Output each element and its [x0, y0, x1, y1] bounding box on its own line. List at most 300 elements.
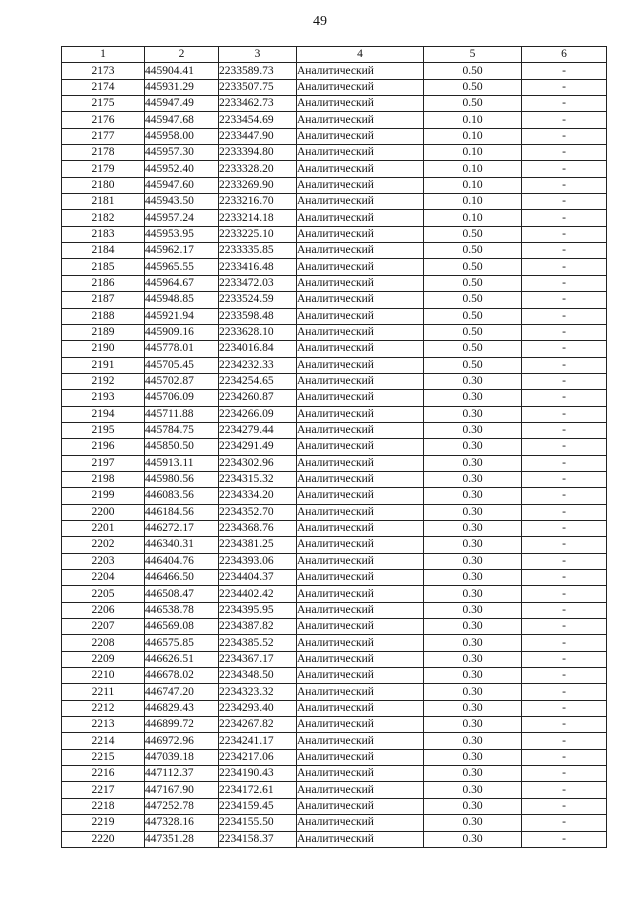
note-cell: - [522, 63, 607, 79]
accuracy-cell: 0.50 [424, 324, 522, 340]
point-number-cell: 2206 [62, 602, 145, 618]
y-coordinate-cell: 2234159.45 [219, 798, 297, 814]
method-cell: Аналитический [297, 324, 424, 340]
accuracy-cell: 0.50 [424, 243, 522, 259]
method-cell: Аналитический [297, 684, 424, 700]
table-row [62, 684, 607, 700]
note-cell: - [522, 308, 607, 324]
point-number-cell: 2209 [62, 651, 145, 667]
point-number-cell: 2175 [62, 96, 145, 112]
table-row [62, 341, 607, 357]
y-coordinate-cell: 2233214.18 [219, 210, 297, 226]
method-cell: Аналитический [297, 798, 424, 814]
note-cell: - [522, 128, 607, 144]
note-cell: - [522, 96, 607, 112]
y-coordinate-cell: 2233416.48 [219, 259, 297, 275]
method-cell: Аналитический [297, 586, 424, 602]
note-cell: - [522, 766, 607, 782]
page-number: 49 [313, 14, 327, 29]
y-coordinate-cell: 2233447.90 [219, 128, 297, 144]
point-number-cell: 2200 [62, 504, 145, 520]
method-cell: Аналитический [297, 749, 424, 765]
table-row [62, 570, 607, 586]
accuracy-cell: 0.30 [424, 406, 522, 422]
accuracy-cell: 0.30 [424, 782, 522, 798]
accuracy-cell: 0.50 [424, 308, 522, 324]
method-cell: Аналитический [297, 422, 424, 438]
x-coordinate-cell: 445784.75 [145, 422, 219, 438]
accuracy-cell: 0.50 [424, 96, 522, 112]
x-coordinate-cell: 445957.30 [145, 145, 219, 161]
table-row [62, 733, 607, 749]
note-cell: - [522, 749, 607, 765]
note-cell: - [522, 422, 607, 438]
accuracy-cell: 0.50 [424, 275, 522, 291]
point-number-cell: 2211 [62, 684, 145, 700]
accuracy-cell: 0.30 [424, 733, 522, 749]
table-row [62, 635, 607, 651]
note-cell: - [522, 259, 607, 275]
x-coordinate-cell: 446575.85 [145, 635, 219, 651]
y-coordinate-cell: 2234404.37 [219, 570, 297, 586]
point-number-cell: 2208 [62, 635, 145, 651]
y-coordinate-cell: 2234302.96 [219, 455, 297, 471]
note-cell: - [522, 684, 607, 700]
y-coordinate-cell: 2234367.17 [219, 651, 297, 667]
method-cell: Аналитический [297, 406, 424, 422]
x-coordinate-cell: 445702.87 [145, 373, 219, 389]
point-number-cell: 2194 [62, 406, 145, 422]
table-row [62, 749, 607, 765]
table-row [62, 226, 607, 242]
method-cell: Аналитический [297, 537, 424, 553]
accuracy-cell: 0.50 [424, 357, 522, 373]
x-coordinate-cell: 446184.56 [145, 504, 219, 520]
accuracy-cell: 0.30 [424, 373, 522, 389]
method-cell: Аналитический [297, 733, 424, 749]
table-row [62, 798, 607, 814]
method-cell: Аналитический [297, 668, 424, 684]
y-coordinate-cell: 2233628.10 [219, 324, 297, 340]
y-coordinate-cell: 2234352.70 [219, 504, 297, 520]
y-coordinate-cell: 2234260.87 [219, 390, 297, 406]
y-coordinate-cell: 2234267.82 [219, 717, 297, 733]
table-row [62, 488, 607, 504]
note-cell: - [522, 341, 607, 357]
accuracy-cell: 0.30 [424, 635, 522, 651]
accuracy-cell: 0.30 [424, 668, 522, 684]
point-number-cell: 2204 [62, 570, 145, 586]
x-coordinate-cell: 446899.72 [145, 717, 219, 733]
note-cell: - [522, 815, 607, 831]
x-coordinate-cell: 445931.29 [145, 79, 219, 95]
y-coordinate-cell: 2233225.10 [219, 226, 297, 242]
x-coordinate-cell: 446972.96 [145, 733, 219, 749]
table-header [62, 47, 607, 63]
point-number-cell: 2192 [62, 373, 145, 389]
accuracy-cell: 0.10 [424, 128, 522, 144]
point-number-cell: 2190 [62, 341, 145, 357]
method-cell: Аналитический [297, 619, 424, 635]
method-cell: Аналитический [297, 259, 424, 275]
y-coordinate-cell: 2234293.40 [219, 700, 297, 716]
method-cell: Аналитический [297, 717, 424, 733]
accuracy-cell: 0.10 [424, 194, 522, 210]
point-number-cell: 2184 [62, 243, 145, 259]
note-cell: - [522, 194, 607, 210]
accuracy-cell: 0.10 [424, 145, 522, 161]
x-coordinate-cell: 447167.90 [145, 782, 219, 798]
method-cell: Аналитический [297, 63, 424, 79]
table-row [62, 194, 607, 210]
column-header-5: 5 [424, 47, 522, 63]
note-cell: - [522, 390, 607, 406]
table-row [62, 717, 607, 733]
accuracy-cell: 0.30 [424, 455, 522, 471]
y-coordinate-cell: 2233472.03 [219, 275, 297, 291]
point-number-cell: 2214 [62, 733, 145, 749]
point-number-cell: 2185 [62, 259, 145, 275]
accuracy-cell: 0.30 [424, 570, 522, 586]
accuracy-cell: 0.30 [424, 684, 522, 700]
method-cell: Аналитический [297, 96, 424, 112]
x-coordinate-cell: 446538.78 [145, 602, 219, 618]
point-number-cell: 2174 [62, 79, 145, 95]
table-row [62, 602, 607, 618]
x-coordinate-cell: 445909.16 [145, 324, 219, 340]
accuracy-cell: 0.30 [424, 619, 522, 635]
method-cell: Аналитический [297, 390, 424, 406]
x-coordinate-cell: 446829.43 [145, 700, 219, 716]
method-cell: Аналитический [297, 439, 424, 455]
method-cell: Аналитический [297, 177, 424, 193]
y-coordinate-cell: 2234395.95 [219, 602, 297, 618]
note-cell: - [522, 733, 607, 749]
table-row [62, 128, 607, 144]
note-cell: - [522, 324, 607, 340]
y-coordinate-cell: 2234393.06 [219, 553, 297, 569]
method-cell: Аналитический [297, 194, 424, 210]
point-number-cell: 2219 [62, 815, 145, 831]
y-coordinate-cell: 2234217.06 [219, 749, 297, 765]
method-cell: Аналитический [297, 553, 424, 569]
column-header-3: 3 [219, 47, 297, 63]
method-cell: Аналитический [297, 488, 424, 504]
note-cell: - [522, 373, 607, 389]
point-number-cell: 2205 [62, 586, 145, 602]
method-cell: Аналитический [297, 782, 424, 798]
x-coordinate-cell: 445964.67 [145, 275, 219, 291]
y-coordinate-cell: 2234315.32 [219, 471, 297, 487]
method-cell: Аналитический [297, 504, 424, 520]
note-cell: - [522, 357, 607, 373]
x-coordinate-cell: 447252.78 [145, 798, 219, 814]
note-cell: - [522, 651, 607, 667]
point-number-cell: 2203 [62, 553, 145, 569]
accuracy-cell: 0.50 [424, 341, 522, 357]
x-coordinate-cell: 446272.17 [145, 520, 219, 536]
method-cell: Аналитический [297, 161, 424, 177]
method-cell: Аналитический [297, 275, 424, 291]
note-cell: - [522, 619, 607, 635]
table-row [62, 145, 607, 161]
x-coordinate-cell: 446508.47 [145, 586, 219, 602]
y-coordinate-cell: 2234381.25 [219, 537, 297, 553]
point-number-cell: 2198 [62, 471, 145, 487]
x-coordinate-cell: 445958.00 [145, 128, 219, 144]
table-row [62, 96, 607, 112]
note-cell: - [522, 471, 607, 487]
point-number-cell: 2183 [62, 226, 145, 242]
note-cell: - [522, 602, 607, 618]
table-row [62, 79, 607, 95]
point-number-cell: 2176 [62, 112, 145, 128]
note-cell: - [522, 717, 607, 733]
point-number-cell: 2189 [62, 324, 145, 340]
point-number-cell: 2195 [62, 422, 145, 438]
y-coordinate-cell: 2234385.52 [219, 635, 297, 651]
note-cell: - [522, 504, 607, 520]
y-coordinate-cell: 2234190.43 [219, 766, 297, 782]
accuracy-cell: 0.10 [424, 112, 522, 128]
note-cell: - [522, 292, 607, 308]
note-cell: - [522, 586, 607, 602]
column-header-6: 6 [522, 47, 607, 63]
note-cell: - [522, 243, 607, 259]
table-row [62, 177, 607, 193]
table-row [62, 243, 607, 259]
method-cell: Аналитический [297, 635, 424, 651]
y-coordinate-cell: 2234348.50 [219, 668, 297, 684]
accuracy-cell: 0.10 [424, 210, 522, 226]
table-row [62, 782, 607, 798]
note-cell: - [522, 570, 607, 586]
table-row [62, 537, 607, 553]
y-coordinate-cell: 2234158.37 [219, 831, 297, 847]
y-coordinate-cell: 2233394.80 [219, 145, 297, 161]
method-cell: Аналитический [297, 831, 424, 847]
method-cell: Аналитический [297, 520, 424, 536]
method-cell: Аналитический [297, 210, 424, 226]
point-number-cell: 2218 [62, 798, 145, 814]
method-cell: Аналитический [297, 226, 424, 242]
point-number-cell: 2207 [62, 619, 145, 635]
note-cell: - [522, 798, 607, 814]
method-cell: Аналитический [297, 602, 424, 618]
note-cell: - [522, 700, 607, 716]
method-cell: Аналитический [297, 815, 424, 831]
x-coordinate-cell: 446626.51 [145, 651, 219, 667]
method-cell: Аналитический [297, 373, 424, 389]
point-number-cell: 2182 [62, 210, 145, 226]
y-coordinate-cell: 2234172.61 [219, 782, 297, 798]
point-number-cell: 2210 [62, 668, 145, 684]
point-number-cell: 2215 [62, 749, 145, 765]
y-coordinate-cell: 2234232.33 [219, 357, 297, 373]
point-number-cell: 2217 [62, 782, 145, 798]
accuracy-cell: 0.10 [424, 177, 522, 193]
note-cell: - [522, 520, 607, 536]
point-number-cell: 2199 [62, 488, 145, 504]
x-coordinate-cell: 447039.18 [145, 749, 219, 765]
y-coordinate-cell: 2234323.32 [219, 684, 297, 700]
point-number-cell: 2197 [62, 455, 145, 471]
x-coordinate-cell: 445943.50 [145, 194, 219, 210]
x-coordinate-cell: 445962.17 [145, 243, 219, 259]
note-cell: - [522, 553, 607, 569]
table-row [62, 553, 607, 569]
note-cell: - [522, 488, 607, 504]
table-row [62, 161, 607, 177]
header-row [62, 47, 607, 63]
table-row [62, 112, 607, 128]
table-row [62, 357, 607, 373]
table-row [62, 292, 607, 308]
table-row [62, 700, 607, 716]
table-body [62, 63, 607, 848]
table-row [62, 390, 607, 406]
point-number-cell: 2212 [62, 700, 145, 716]
note-cell: - [522, 455, 607, 471]
table-row [62, 831, 607, 847]
note-cell: - [522, 635, 607, 651]
x-coordinate-cell: 445705.45 [145, 357, 219, 373]
y-coordinate-cell: 2233524.59 [219, 292, 297, 308]
y-coordinate-cell: 2233269.90 [219, 177, 297, 193]
y-coordinate-cell: 2233462.73 [219, 96, 297, 112]
method-cell: Аналитический [297, 145, 424, 161]
point-number-cell: 2216 [62, 766, 145, 782]
note-cell: - [522, 145, 607, 161]
table-row [62, 815, 607, 831]
point-number-cell: 2202 [62, 537, 145, 553]
method-cell: Аналитический [297, 700, 424, 716]
x-coordinate-cell: 445952.40 [145, 161, 219, 177]
accuracy-cell: 0.30 [424, 815, 522, 831]
y-coordinate-cell: 2233216.70 [219, 194, 297, 210]
table-row [62, 406, 607, 422]
table-row [62, 455, 607, 471]
table-row [62, 471, 607, 487]
method-cell: Аналитический [297, 471, 424, 487]
accuracy-cell: 0.30 [424, 422, 522, 438]
x-coordinate-cell: 445947.68 [145, 112, 219, 128]
accuracy-cell: 0.30 [424, 471, 522, 487]
note-cell: - [522, 177, 607, 193]
table-row [62, 651, 607, 667]
accuracy-cell: 0.30 [424, 520, 522, 536]
y-coordinate-cell: 2233328.20 [219, 161, 297, 177]
accuracy-cell: 0.50 [424, 292, 522, 308]
accuracy-cell: 0.30 [424, 390, 522, 406]
method-cell: Аналитический [297, 79, 424, 95]
note-cell: - [522, 275, 607, 291]
y-coordinate-cell: 2234016.84 [219, 341, 297, 357]
point-number-cell: 2188 [62, 308, 145, 324]
y-coordinate-cell: 2233335.85 [219, 243, 297, 259]
note-cell: - [522, 112, 607, 128]
x-coordinate-cell: 445778.01 [145, 341, 219, 357]
y-coordinate-cell: 2233589.73 [219, 63, 297, 79]
accuracy-cell: 0.50 [424, 79, 522, 95]
note-cell: - [522, 406, 607, 422]
x-coordinate-cell: 446404.76 [145, 553, 219, 569]
x-coordinate-cell: 445965.55 [145, 259, 219, 275]
note-cell: - [522, 161, 607, 177]
point-number-cell: 2201 [62, 520, 145, 536]
y-coordinate-cell: 2234291.49 [219, 439, 297, 455]
point-number-cell: 2191 [62, 357, 145, 373]
method-cell: Аналитический [297, 128, 424, 144]
table-row [62, 63, 607, 79]
table-row [62, 308, 607, 324]
column-header-1: 1 [62, 47, 145, 63]
x-coordinate-cell: 447351.28 [145, 831, 219, 847]
x-coordinate-cell: 446466.50 [145, 570, 219, 586]
accuracy-cell: 0.30 [424, 586, 522, 602]
accuracy-cell: 0.30 [424, 651, 522, 667]
note-cell: - [522, 79, 607, 95]
x-coordinate-cell: 445948.85 [145, 292, 219, 308]
table-row [62, 439, 607, 455]
point-number-cell: 2193 [62, 390, 145, 406]
accuracy-cell: 0.50 [424, 259, 522, 275]
point-number-cell: 2186 [62, 275, 145, 291]
note-cell: - [522, 668, 607, 684]
accuracy-cell: 0.30 [424, 700, 522, 716]
method-cell: Аналитический [297, 357, 424, 373]
point-number-cell: 2220 [62, 831, 145, 847]
y-coordinate-cell: 2234241.17 [219, 733, 297, 749]
method-cell: Аналитический [297, 112, 424, 128]
y-coordinate-cell: 2234334.20 [219, 488, 297, 504]
method-cell: Аналитический [297, 308, 424, 324]
accuracy-cell: 0.30 [424, 537, 522, 553]
accuracy-cell: 0.10 [424, 161, 522, 177]
table-row [62, 520, 607, 536]
table-row [62, 504, 607, 520]
point-number-cell: 2178 [62, 145, 145, 161]
table-row [62, 619, 607, 635]
note-cell: - [522, 439, 607, 455]
y-coordinate-cell: 2234402.42 [219, 586, 297, 602]
point-number-cell: 2177 [62, 128, 145, 144]
point-number-cell: 2196 [62, 439, 145, 455]
x-coordinate-cell: 446678.02 [145, 668, 219, 684]
method-cell: Аналитический [297, 651, 424, 667]
y-coordinate-cell: 2234254.65 [219, 373, 297, 389]
column-header-4: 4 [297, 47, 424, 63]
point-number-cell: 2180 [62, 177, 145, 193]
x-coordinate-cell: 445913.11 [145, 455, 219, 471]
y-coordinate-cell: 2233598.48 [219, 308, 297, 324]
accuracy-cell: 0.30 [424, 717, 522, 733]
x-coordinate-cell: 447328.16 [145, 815, 219, 831]
accuracy-cell: 0.30 [424, 439, 522, 455]
method-cell: Аналитический [297, 243, 424, 259]
y-coordinate-cell: 2233507.75 [219, 79, 297, 95]
table-row [62, 766, 607, 782]
column-header-2: 2 [145, 47, 219, 63]
table-row [62, 422, 607, 438]
method-cell: Аналитический [297, 455, 424, 471]
x-coordinate-cell: 446083.56 [145, 488, 219, 504]
accuracy-cell: 0.30 [424, 504, 522, 520]
point-number-cell: 2173 [62, 63, 145, 79]
method-cell: Аналитический [297, 341, 424, 357]
note-cell: - [522, 537, 607, 553]
y-coordinate-cell: 2234279.44 [219, 422, 297, 438]
